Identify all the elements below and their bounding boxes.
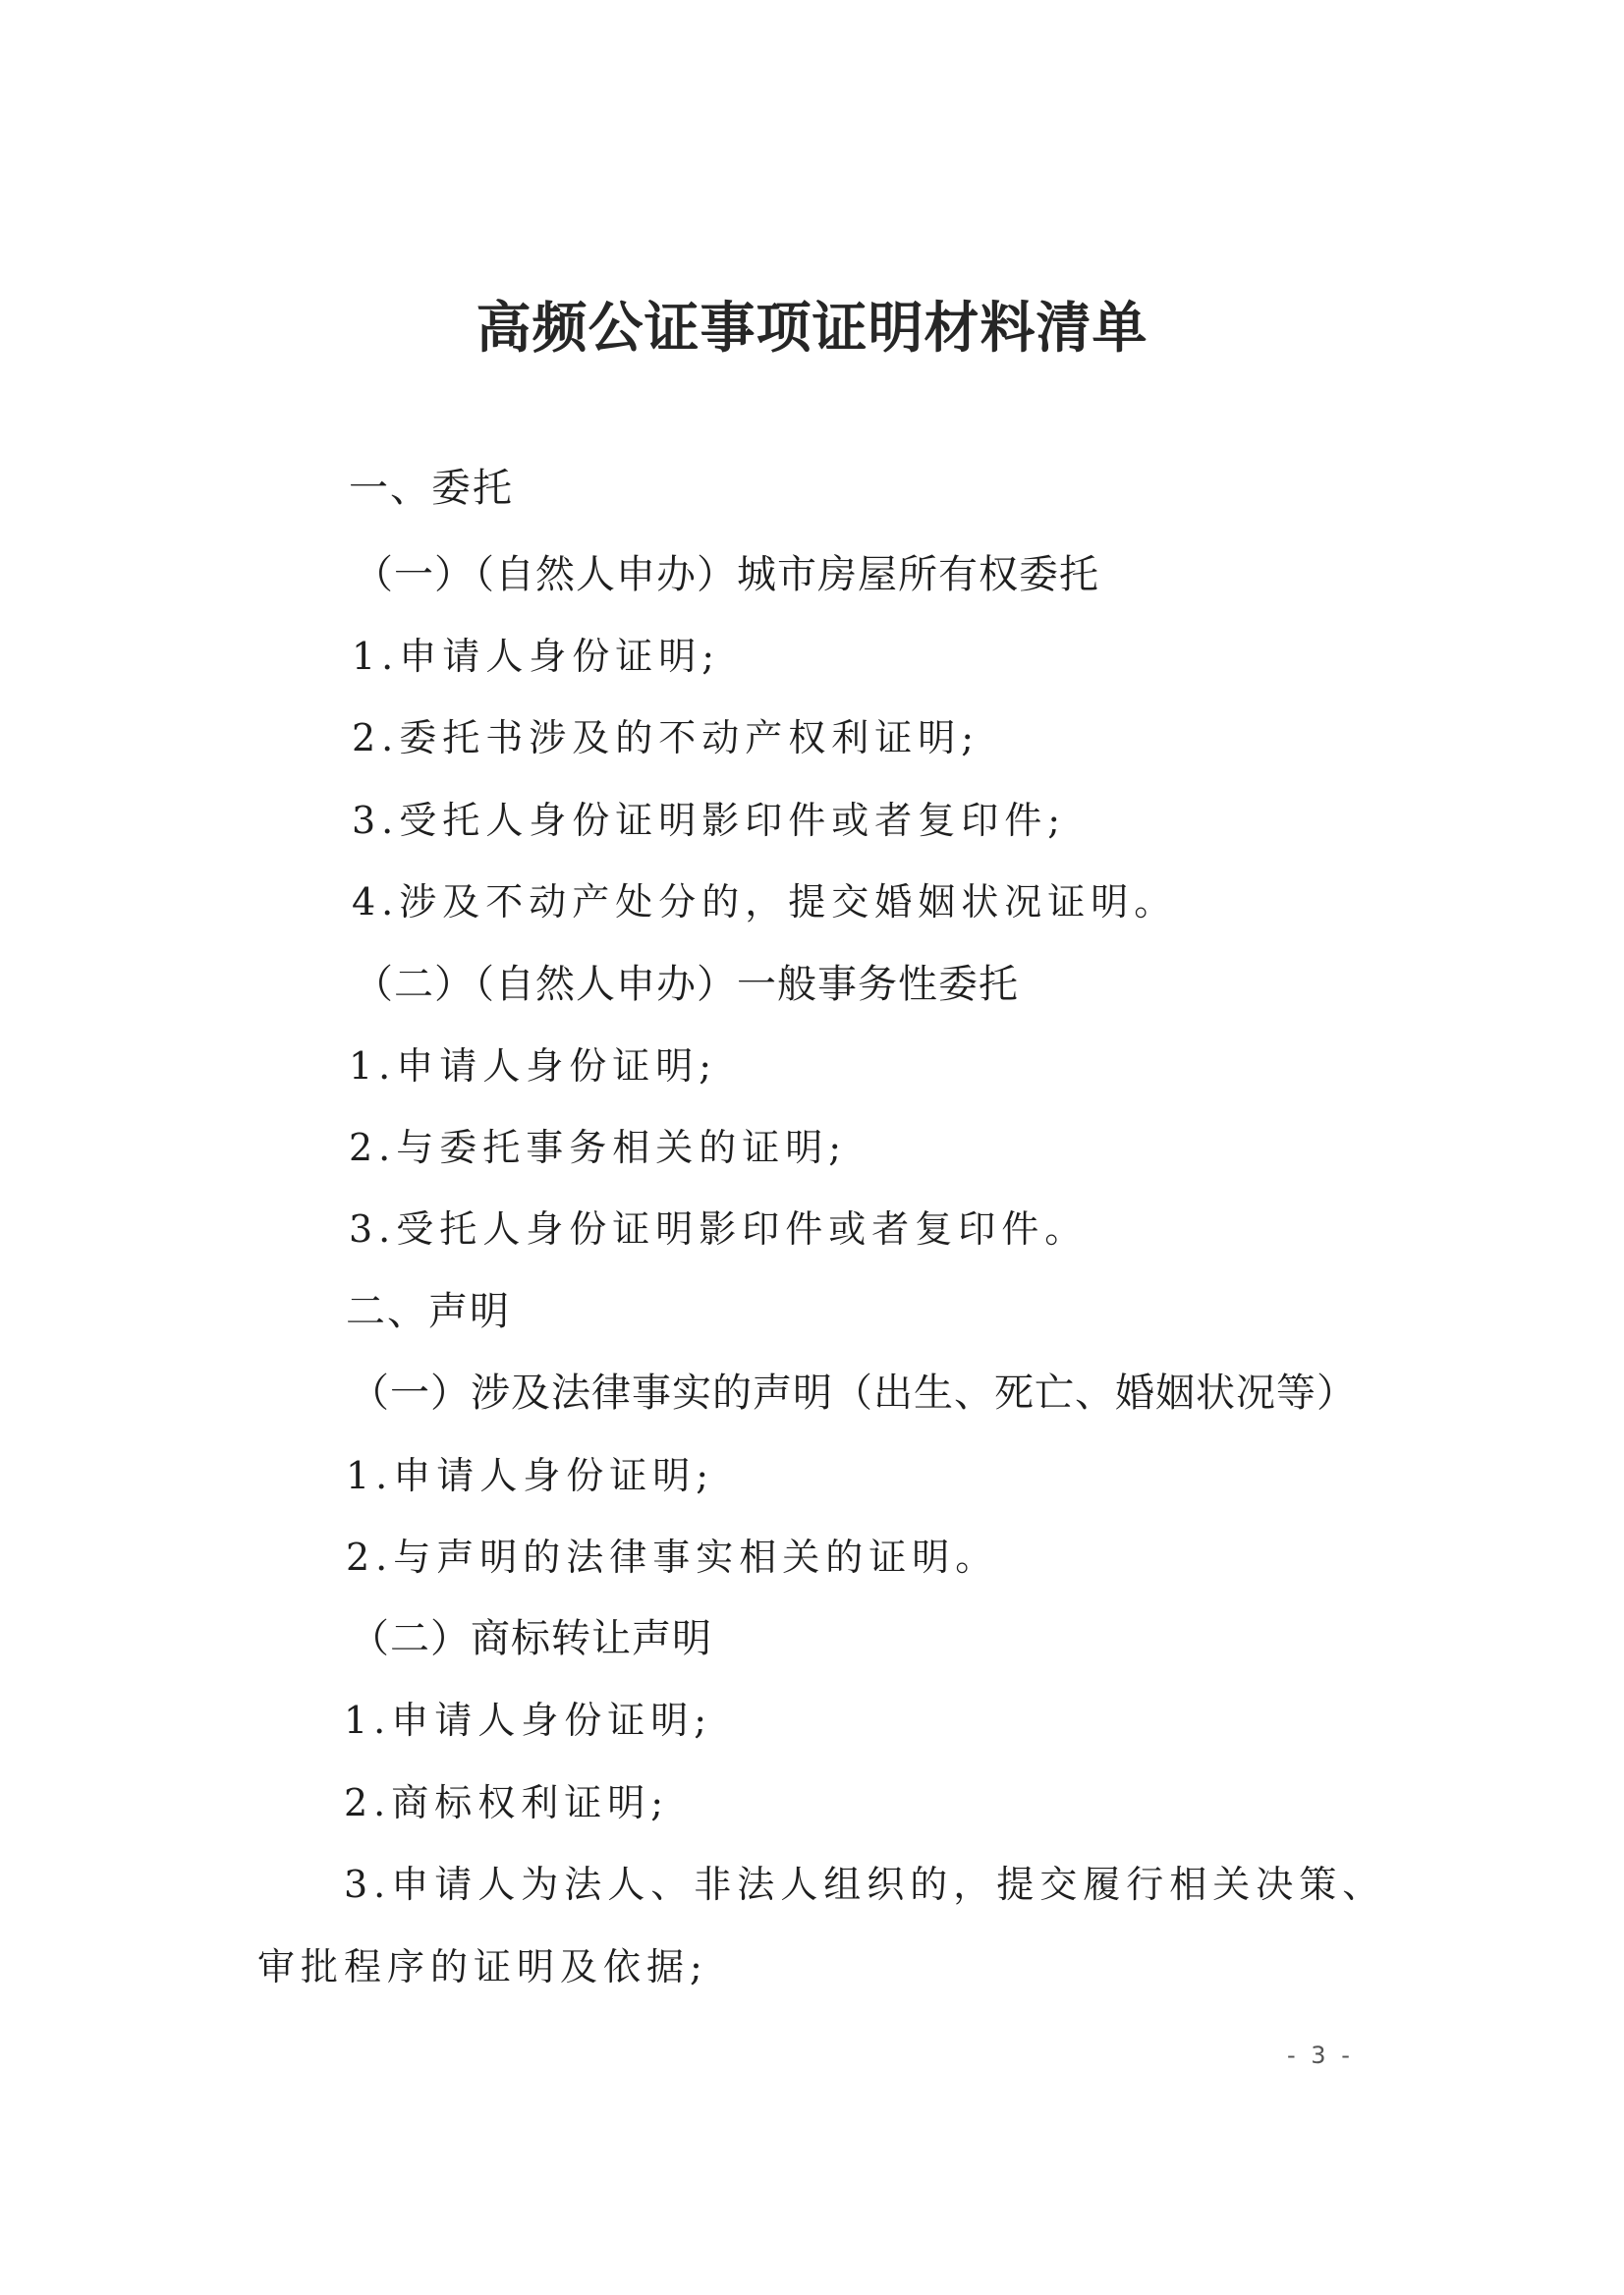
subsection-heading-trademark-declaration: （二）商标转让声明 <box>350 1616 712 1661</box>
list-item: 3.受托人身份证明影印件或者复印件。 <box>349 1207 1089 1251</box>
list-item: 4.涉及不动产处分的，提交婚姻状况证明。 <box>352 880 1178 924</box>
list-item: 2.商标权利证明; <box>344 1781 670 1824</box>
list-item-continuation: 审批程序的证明及依据; <box>257 1945 708 1988</box>
list-item: 3.受托人身份证明影印件或者复印件; <box>352 799 1067 842</box>
list-item: 1.申请人身份证明; <box>346 1454 715 1497</box>
section-heading-delegation: 一、委托 <box>349 466 514 511</box>
document-title: 高频公证事项证明材料清单 <box>476 297 1148 361</box>
list-item: 2.委托书涉及的不动产权利证明; <box>352 716 980 759</box>
subsection-heading-general-delegation: （二）（自然人申办）一般事务性委托 <box>354 962 1019 1007</box>
list-item: 1.申请人身份证明; <box>344 1699 713 1742</box>
list-item: 1.申请人身份证明; <box>352 635 721 678</box>
list-item: 3.申请人为法人、非法人组织的，提交履行相关决策、 <box>344 1863 1386 1906</box>
list-item: 2.与委托事务相关的证明; <box>349 1126 848 1169</box>
list-item: 1.申请人身份证明; <box>349 1044 718 1088</box>
page-number: - 3 - <box>1287 2042 1354 2069</box>
subsection-heading-legal-facts-declaration: （一）涉及法律事实的声明（出生、死亡、婚姻状况等） <box>350 1371 1357 1416</box>
subsection-heading-property-delegation: （一）（自然人申办）城市房屋所有权委托 <box>354 552 1099 597</box>
section-heading-declaration: 二、声明 <box>346 1289 511 1334</box>
list-item: 2.与声明的法律事实相关的证明。 <box>346 1536 999 1579</box>
